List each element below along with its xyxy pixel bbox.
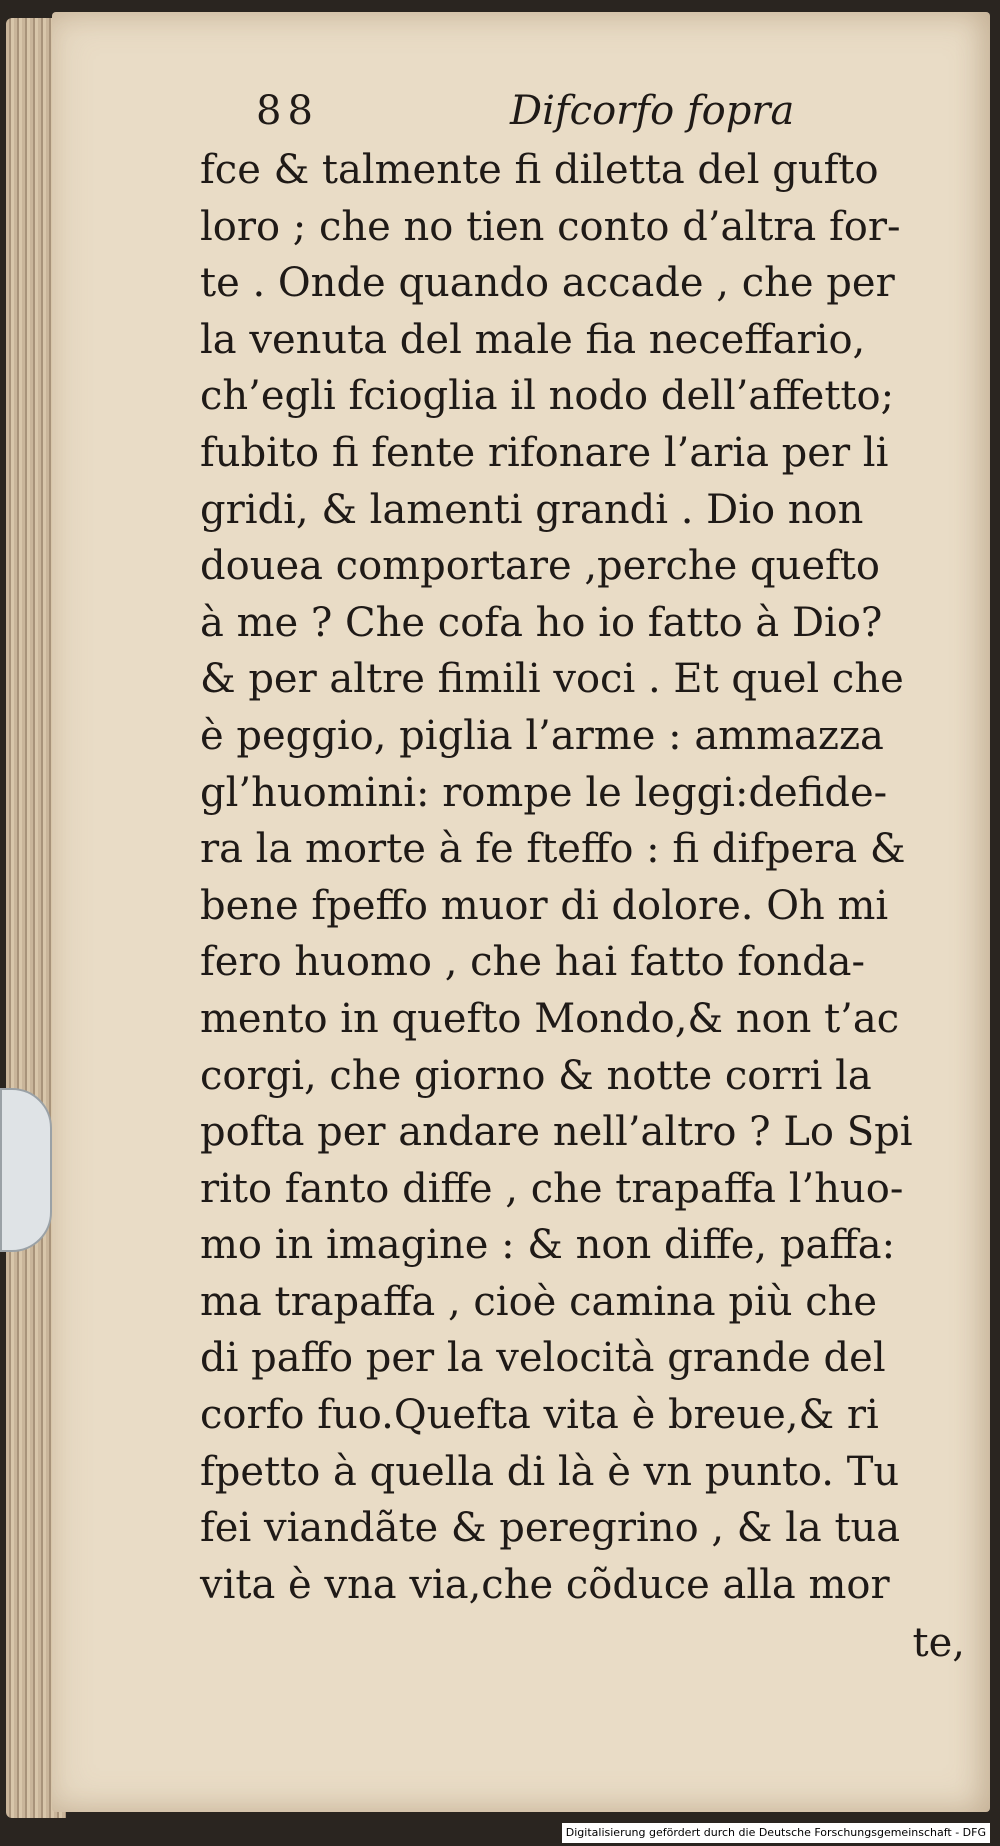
text-line: mento in quefto Mondo,& non t’ac (200, 995, 900, 1042)
text-line: ch’egli fciogliа il nodo dell’affetto; (200, 373, 895, 420)
page-header (200, 88, 975, 142)
text-line: corfo fuo.Quefta vita è breue,& ri (200, 1392, 879, 1439)
page-text (200, 88, 975, 1673)
text-line: la venuta del male fia neceffario, (200, 316, 866, 363)
digitization-credit: Digitalisierung gefördert durch die Deutsche Forschungsgemeinschaft - DFG (562, 1823, 990, 1843)
text-line: mo in imagine : & non diffe, paffa: (200, 1222, 896, 1269)
text-line: rito fanto diffe , che trapaffa l’huo- (200, 1165, 904, 1212)
text-line: fce & talmente fi diletta del gufto (200, 147, 879, 193)
text-line: fpetto à quella di là è vn punto. Tu (200, 1448, 900, 1495)
text-line: fero huomo , che hai fatto fonda- (200, 939, 866, 986)
text-line: gl’huomini: rompe le leggi:defide- (200, 769, 888, 816)
text-line: fubito fi fente rifonare l’aria per li (200, 429, 889, 476)
running-title: Difcorfo fopra (510, 88, 795, 134)
text-line: te . Onde quando accade , che per (200, 260, 895, 307)
text-line: ra la morte à fe fteffo : fi difpera & (200, 826, 906, 873)
page-number: 88 (256, 88, 319, 134)
text-lines (200, 142, 975, 1613)
text-line: loro ; che no tien conto d’altra for- (200, 203, 901, 250)
text-line: bene fpeffo muor di dolore. Oh mi (200, 882, 889, 929)
text-line: gridi, & lamenti grandi . Dio non (200, 486, 864, 533)
text-line: è peggio, piglia l’arme : ammazza (200, 712, 884, 759)
text-line: à me ? Che cofa ho io fatto à Dio? (200, 599, 883, 646)
text-line: vita è vna via,che cõduce alla mor (200, 1561, 890, 1608)
catchword: te, (912, 1620, 965, 1667)
text-line: fei viandãte & peregrino , & la tua (200, 1505, 901, 1552)
text-line: corgi, che giorno & notte corri la (200, 1052, 872, 1099)
page-clip (0, 1088, 52, 1252)
text-line: ma trapaffa , cioè camina più che (200, 1278, 878, 1325)
text-line: di paffo per la velocità grande del (200, 1335, 886, 1382)
text-line: & per altre fimili voci . Et quel che (200, 656, 904, 703)
text-line: pofta per andare nell’altro ? Lo Spi (200, 1109, 913, 1156)
text-line: douea comportare ,perche quefto (200, 543, 880, 590)
